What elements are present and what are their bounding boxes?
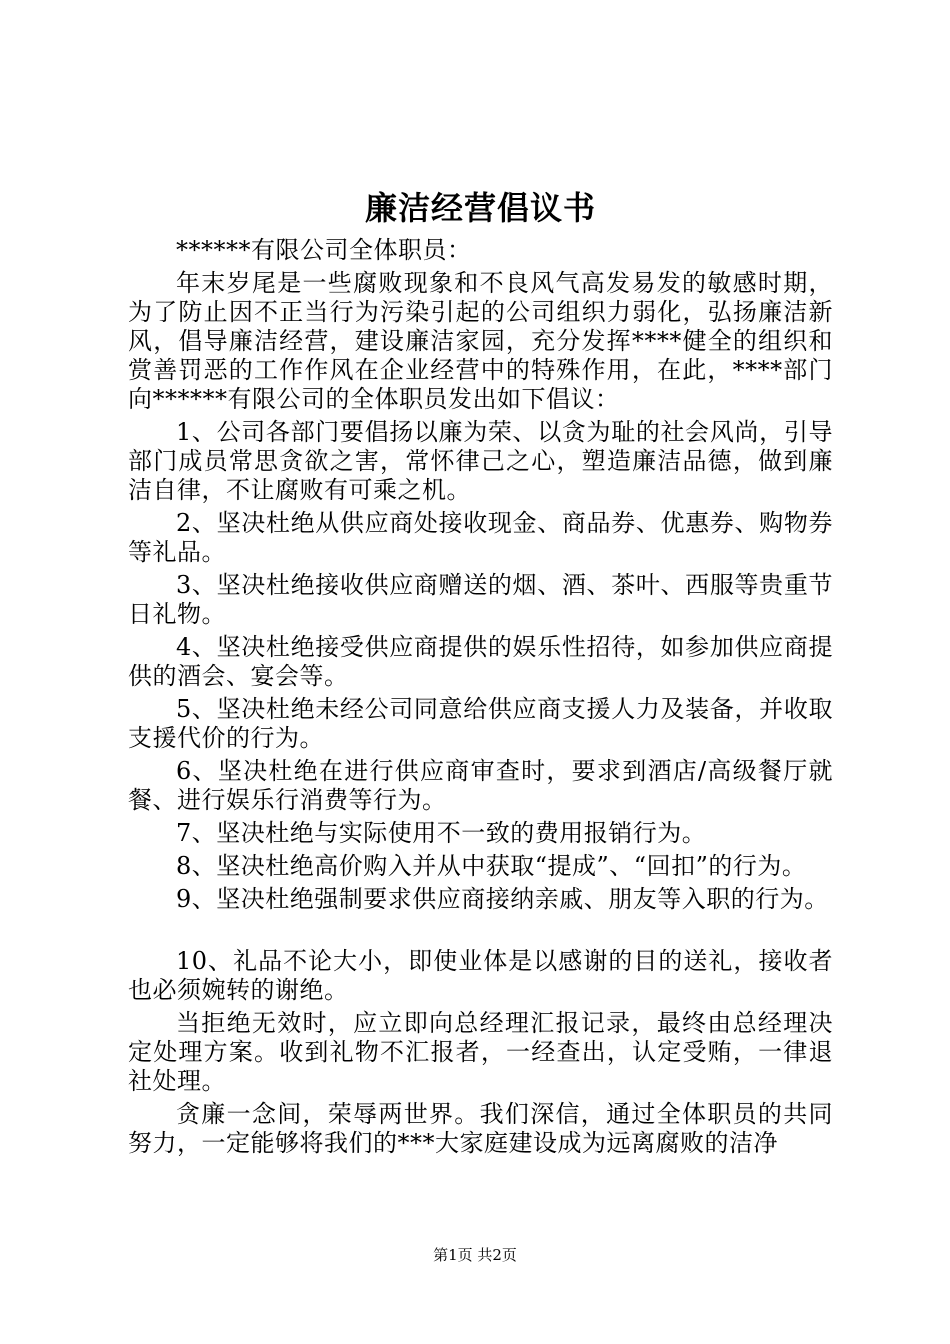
paragraph: 7、坚决杜绝与实际使用不一致的费用报销行为。 — [176, 819, 707, 847]
salutation: ******有限公司全体职员： — [176, 236, 472, 264]
paragraph: 4、坚决杜绝接受供应商提供的娱乐性招待，如参加供应商提供的酒会、宴会等。 — [128, 633, 833, 690]
paragraph: 2、坚决杜绝从供应商处接收现金、商品券、优惠券、购物券等礼品。 — [128, 509, 833, 566]
paragraph-list-after — [128, 947, 833, 1158]
paragraph-list — [128, 269, 833, 914]
paragraph: 年末岁尾是一些腐败现象和不良风气高发易发的敏感时期，为了防止因不正当行为污染引起的公司组织力弱化，弘扬廉洁新风，倡导廉洁经营，建设廉洁家园，充分发挥****健全的组织和赏善罚恶的工作作风在企业经营中的特殊作用，在此，****部门向******有限公司的全体职员发出如下倡议： — [128, 269, 833, 413]
paragraph: 贪廉一念间，荣辱两世界。我们深信，通过全体职员的共同努力，一定能够将我们的***大家庭建设成为远离腐败的洁净 — [128, 1100, 833, 1157]
document-title: 廉洁经营倡议书 — [364, 189, 596, 227]
document-page — [128, 180, 833, 1162]
paragraph: 1、公司各部门要倡扬以廉为荣、以贪为耻的社会风尚，引导部门成员常思贪欲之害，常怀律己之心，塑造廉洁品德，做到廉洁自律，不让腐败有可乘之机。 — [128, 418, 833, 504]
paragraph: 3、坚决杜绝接收供应商赠送的烟、酒、茶叶、西服等贵重节日礼物。 — [128, 571, 833, 628]
paragraph: 5、坚决杜绝未经公司同意给供应商支援人力及装备，并收取支援代价的行为。 — [128, 695, 833, 752]
paragraph: 6、坚决杜绝在进行供应商审查时，要求到酒店/高级餐厅就餐、进行娱乐行消费等行为。 — [128, 757, 833, 814]
paragraph: 9、坚决杜绝强制要求供应商接纳亲戚、朋友等入职的行为。 — [176, 885, 829, 913]
paragraph: 8、坚决杜绝高价购入并从中获取“提成”、“回扣”的行为。 — [176, 852, 807, 880]
blank-line — [128, 918, 833, 947]
page-footer: 第1页 共2页 — [433, 1246, 517, 1264]
paragraph: 当拒绝无效时，应立即向总经理汇报记录，最终由总经理决定处理方案。收到礼物不汇报者，一经查出，认定受贿，一律退社处理。 — [128, 1009, 833, 1095]
paragraph: 10、礼品不论大小，即使业体是以感谢的目的送礼，接收者也必须婉转的谢绝。 — [128, 947, 833, 1004]
